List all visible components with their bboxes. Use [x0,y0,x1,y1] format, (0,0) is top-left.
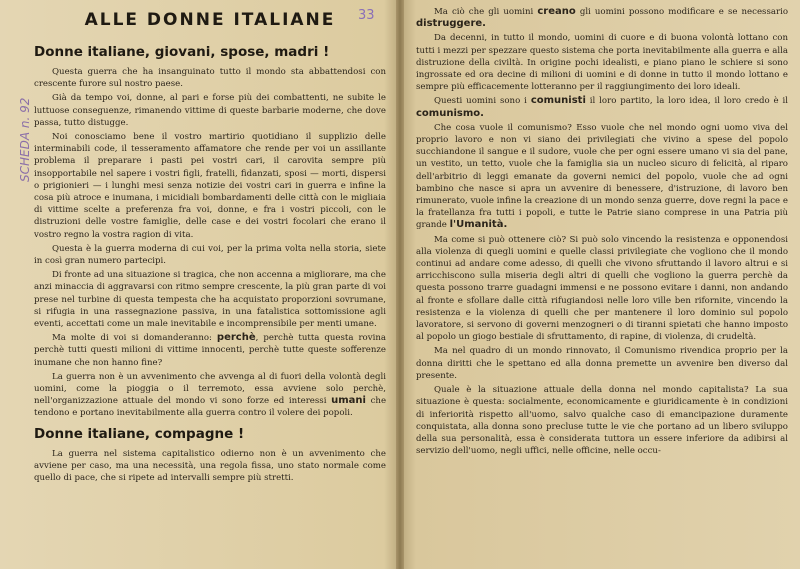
document-title: ALLE DONNE ITALIANE [84,10,336,30]
page-fold [396,0,404,569]
paragraph: Questa è la guerra moderna di cui voi, per la prima volta nella storia, siete in così gran numero partecipi. [34,243,386,267]
emphasis: creano [537,6,576,17]
emphasis: distruggere. [416,18,486,30]
section-heading-1: Donne italiane, giovani, spose, madri ! [34,44,330,60]
paragraph: La guerra non è un avvenimento che avvenga al di fuori della volontà degli uomini, come la pioggia o il terremoto, essa avviene solo perchè, nell'organizzazione attuale del mondo vi sono forze ed interessi umani che tendono e portano inevitabilmente alla guerra contro il volere dei popoli. [34,371,387,419]
paragraph: Ma come si può ottenere ciò? Si può solo vincendo la resistenza e opponendosi alla violenza di quegli uomini e quelle classi privilegiate che vogliono che il mondo continui ad andare come adesso, di quelli che vivono sfruttando il lavoro altrui e si arricchiscono sulla miseria degli altri di quelli che vogliono la guerra perchè da questa possono trarre guadagni immensi e ne possono evitare i danni, non andando al fronte e sfollare dalle città rifugiandosi nelle loro ville ben rifornite, vincendo la resistenza e la violenza di quelli che per mantenere il loro dominio sul popolo lavoratore, si servono di governi menzogneri o di tiranni spietati che hanno imposto al popolo un giogo bestiale di sfruttamento, di rapine, di violenza, di crudeltà. [416,234,788,343]
emphasis: perchè [216,332,256,344]
paragraph: Ma molte di voi si domanderanno: perchè, perchè tutta questa rovina perchè tutti questi milioni di vittime innocenti, perchè tutte queste sofferenze inumane che non hanno fine? [34,332,386,368]
paragraph: Da decenni, in tutto il mondo, uomini di cuore e di buona volontà lottano con tutti i mezzi per spezzare questo sistema che porta inevitabilmente alla guerra e alla distruzione della civiltà. In origine pochi idealisti, e piano piano le schiere si sono ingrossate ed ora decine di milioni di uomini e di donne in tutto il mondo lottano e sempre più efficacemente lotteranno per il raggiungimento dei loro ideali. [416,33,788,93]
paragraph: Quale è la situazione attuale della donna nel mondo capitalista? La sua situazione è questa: socialmente, economicamente e giuridicamente è in condizioni di inferiorità rispetto all'uomo, salvo qualche caso di emancipazione duramente conquistata, alla donna sono precluse tutte le vie che portano ad un libero sviluppo della sua personalità, essa è considerata tuttora un essere inferiore da adibirsi al servizio dell'uomo, negli uffici, nelle officine, nelle occu- [416,385,788,457]
paragraph: Che cosa vuole il comunismo? Esso vuole che nel mondo ogni uomo viva del proprio lavoro e non vi siano dei privilegiati che vivino a spese del popolo succhiandone il sangue e il sudore, vuole che per ogni essere umano vi sia del pane, un vestito, un tetto, vuole che la famiglia sia un nucleo sicuro di felicità, al riparo dell'arbitrio di leggi emanate da governi nemici del popolo, vuole che ad ogni bambino che nasce si apra un avvenire di benessere, d'istruzione, di lavoro ben rimunerato, vuole infine la creazione di un mondo senza guerre, dove regni la pace e la fratellanza fra tutti i popoli, e tutte le Patrie siano comprese in una Patria più grande l'Umanità. [416,122,788,231]
emphasis: umani [331,395,366,407]
paragraph: Ma ciò che gli uomini creano gli uomini possono modificare e se necessario distruggere. [416,6,789,30]
paragraph: Di fronte ad una situazione si tragica, che non accenna a migliorare, ma che anzi minaccia di aggravarsi con ritmo sempre crescente, la più gran parte di voi prese nel turbine di questa tempesta che ha acquistato proporzioni sovrumane, si rifugia in una rassegnazione passiva, in una fatalistica sottomissione agli eventi, accettati come un male inevitabile e incomprensibile per menti umane. [34,270,386,330]
section-heading-2: Donne italiane, compagne ! [34,425,245,442]
archive-stamp: SCHEDA n. 92 [18,97,32,182]
page-number-stamp: 33 [358,8,375,23]
paragraph: Ma nel quadro di un mondo rinnovato, il Comunismo rivendica proprio per la donna diritti che le spettano ed alla donna premette un avvenire ben diverso dal presente. [416,346,788,381]
paragraph: Questa guerra che ha insanguinato tutto il mondo sta abbattendosi con crescente furore sul nostro paese. [34,67,386,90]
paragraph: Questi uomini sono i comunisti il loro partito, la loro idea, il loro credo è il comunismo. [416,95,789,119]
paragraph: Già da tempo voi, donne, al pari e forse più dei combattenti, ne subite le luttuose conseguenze, rimanendo vittime di queste barbarie moderne, che dove passa, tutto distugge. [34,93,386,128]
emphasis: comunisti [530,95,586,107]
paragraph: Noi conosciamo bene il vostro martirio quotidiano il supplizio delle interminabili code, il tesseramento affamatore che rende per voi un assillante problema il preparare i pasti pei vostri cari, il carovita sempre più insopportabile nel sapere i vostri figli, fratelli, fidanzati, sposi — morti, dispersi o prigionieri — i lunghi mesi senza notizie dei vostri cari in guerra e infine la cosa più atroce e inumana, i micidiali bombardamenti delle città con le migliaia di vittime scelte a preferenza fra voi, donne, e fra i vostri piccoli, con le distruzioni delle vostre famiglie, delle case e dei vostri focolari che erano il vostro regno la vostra ragion di vita. [34,132,386,240]
right-page [404,0,800,569]
left-page [0,0,396,569]
emphasis: l'Umanità. [449,219,508,231]
paragraph: La guerra nel sistema capitalistico odierno non è un avvenimento che avviene per caso, ma una necessità, una regola fissa, uno stato normale come quello di pace, che si ripete ad intervalli sempre più stretti. [34,448,386,484]
emphasis: comunismo. [416,107,484,119]
